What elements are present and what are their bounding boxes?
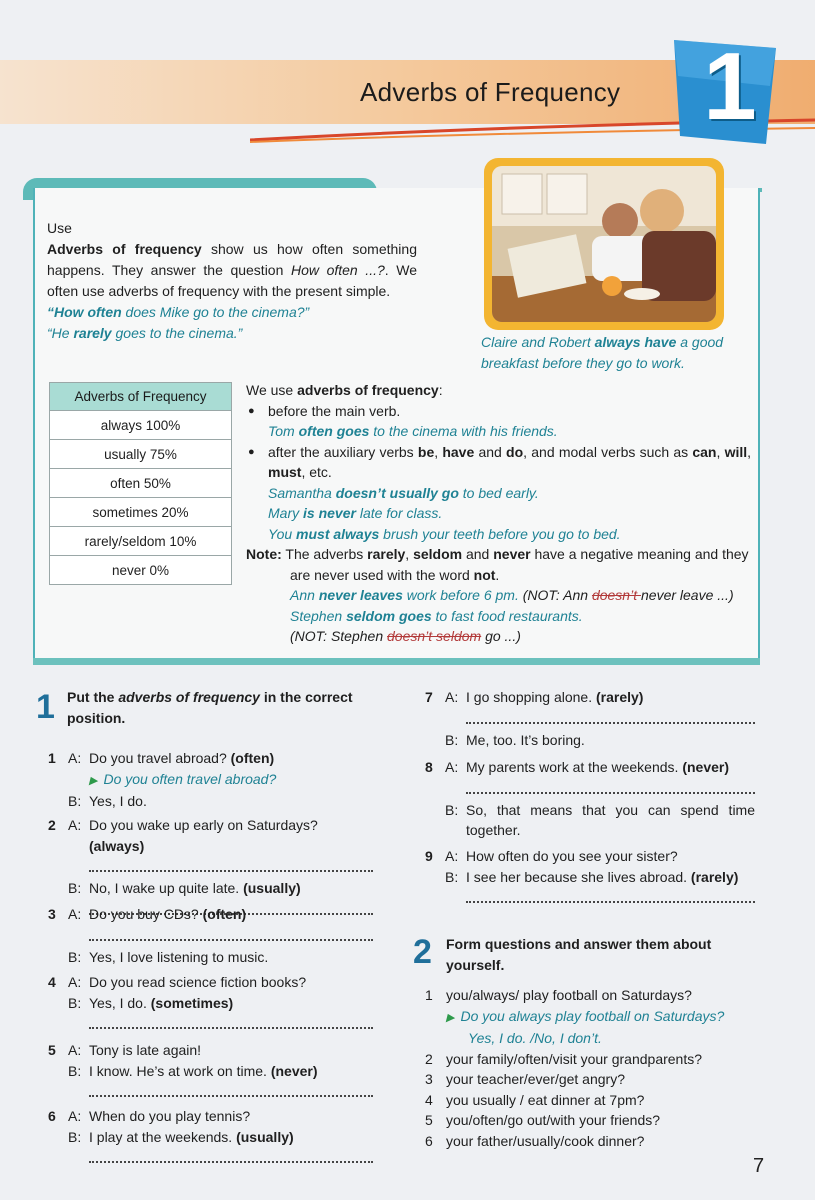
rule-1: ● before the main verb. (246, 401, 751, 422)
exercise-2-item: 3 your teacher/ever/get angry? (425, 1071, 625, 1087)
answer-line[interactable] (466, 792, 755, 794)
answer-example-answer: Yes, I do. /No, I don’t. (468, 1030, 602, 1046)
exercise-1-item: 5 A: Tony is late again! B: I know. He’s at work on time. (never) (48, 1040, 373, 1097)
exercise-2-number: 2 (413, 933, 432, 971)
rule-1-example: Tom often goes to the cinema with his friends. (268, 423, 558, 439)
breakfast-photo (492, 166, 716, 322)
answer-line[interactable] (466, 722, 755, 724)
exercise-1-item: 6 A: When do you play tennis? B: I play at the weekends. (usually) (48, 1106, 373, 1163)
frequency-table-row: always 100% (50, 411, 232, 440)
frequency-table-row: sometimes 20% (50, 498, 232, 527)
answer-example: ▶ Do you often travel abroad? (89, 770, 277, 787)
play-arrow-icon: ▶ (446, 1011, 455, 1024)
exercise-2-list (425, 985, 755, 1151)
note-continued: are never used with the word not. (290, 566, 500, 583)
exercise-1-item: 2 A: Do you wake up early on Saturdays? (always) B: No, I wake up quite late. (usually) (48, 815, 373, 915)
exercise-2-item: 2 your family/often/visit your grandparents? (425, 1050, 703, 1067)
answer-example-question: ▶ Do you always play football on Saturdays? (446, 1007, 725, 1024)
answer-line[interactable] (89, 1027, 373, 1029)
photo-frame (484, 158, 724, 330)
answer-line[interactable] (89, 939, 373, 941)
answer-line[interactable] (89, 1161, 373, 1163)
frequency-table-row: never 0% (50, 556, 232, 585)
play-arrow-icon: ▶ (89, 774, 98, 787)
exercise-1-item: 3 A: Do you buy CDs? (often) B: Yes, I love listening to music. (48, 904, 373, 967)
use-section (47, 218, 417, 344)
exercise-1-item: 7 A: I go shopping alone. (rarely) B: Me, too. It’s boring. (425, 687, 755, 750)
frequency-table-header: Adverbs of Frequency (50, 383, 232, 411)
exercise-2-item: 1 you/always/ play football on Saturdays? (425, 987, 692, 1003)
frequency-table-row: rarely/seldom 10% (50, 527, 232, 556)
exercise-2-item: 6 your father/usually/cook dinner? (425, 1132, 645, 1149)
use-heading: Use (47, 220, 72, 236)
exercise-2-item: 5 you/often/go out/with your friends? (425, 1112, 661, 1128)
rule-2-example-1: Samantha doesn’t usually go to bed early. (268, 484, 539, 501)
note-example-3: (NOT: Stephen doesn’t seldom go ...) (290, 628, 521, 644)
note-example-2: Stephen seldom goes to fast food restaurants. (290, 607, 583, 624)
use-example-2: “He rarely goes to the cinema.” (47, 325, 243, 341)
use-text: Adverbs of frequency show us how often something happens. They answer the question How often ...?. We often use adverbs of frequency with the present simple. (47, 241, 417, 299)
page-title: Adverbs of Frequency (360, 77, 621, 107)
frequency-table-row: often 50% (50, 469, 232, 498)
exercise-1-item: 9 A: How often do you see your sister? B: I see her because she lives abroad. (rarely) (425, 846, 755, 903)
exercise-1-item: 8 A: My parents work at the weekends. (never) B: So, that means that you can spend time together. (425, 759, 755, 838)
use-example-1: “How often does Mike go to the cinema?” (47, 304, 310, 320)
exercise-1-number: 1 (36, 688, 55, 726)
note-example-1: Ann never leaves work before 6 pm. (NOT: Ann doesn’t never leave ...) (290, 587, 734, 603)
exercise-1-instruction: Put the adverbs of frequency in the correct position. (67, 689, 353, 726)
page-number: 7 (753, 1155, 765, 1177)
frequency-table (49, 382, 232, 585)
rule-2-example-3: You must always brush your teeth before you go to bed. (268, 525, 621, 542)
rules-section (246, 380, 751, 647)
note: Note: The adverbs rarely, seldom and never have a negative meaning and they (246, 546, 749, 562)
answer-line[interactable] (89, 870, 373, 872)
rule-2-example-2: Mary is never late for class. (268, 505, 443, 521)
rule-2: ● after the auxiliary verbs be, have and do, and modal verbs such as can, will, must, etc. (246, 442, 751, 483)
exercise-1-item: 1 A: Do you travel abroad? (often) ▶ Do you often travel abroad? B: Yes, I do. (48, 748, 373, 812)
photo-caption: Claire and Robert always have a good breakfast before they go to work. (481, 334, 724, 371)
grammar-box-bottom-bar (33, 658, 760, 665)
unit-number: 1 (703, 33, 757, 140)
answer-line[interactable] (89, 1095, 373, 1097)
frequency-table-row: usually 75% (50, 440, 232, 469)
rules-intro: We use adverbs of frequency: (246, 382, 443, 398)
answer-line[interactable] (466, 901, 755, 903)
exercise-2-item: 4 you usually / eat dinner at 7pm? (425, 1091, 645, 1108)
exercise-2-instruction: Form questions and answer them about yourself. (446, 936, 712, 973)
exercise-1-item: 4 A: Do you read science fiction books? B: Yes, I do. (sometimes) (48, 972, 373, 1029)
